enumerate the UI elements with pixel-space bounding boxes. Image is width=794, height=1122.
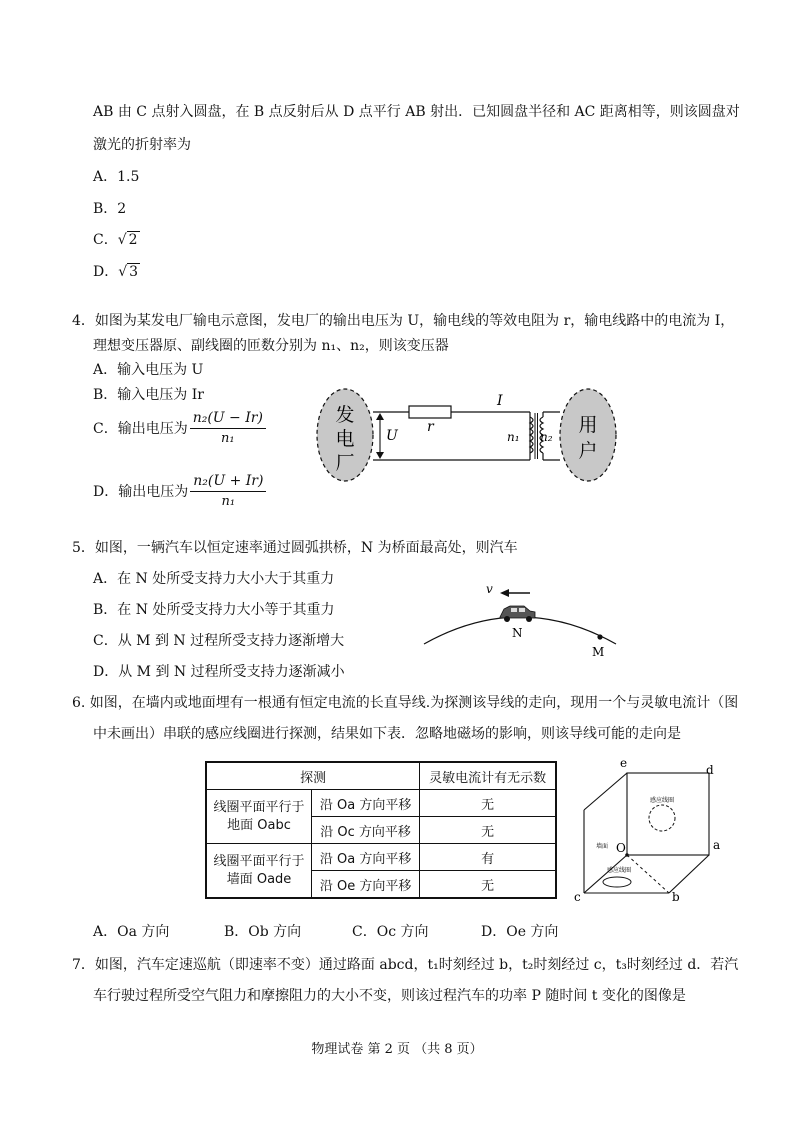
- q5-option-c: C．从 M 到 N 过程所受支持力逐渐增大: [93, 633, 345, 649]
- floor-coil: [603, 877, 631, 887]
- q6-line1: 6. 如图，在墙内或地面埋有一根通有恒定电流的长直导线.为探测该导线的走向，现用一个与灵敏电流计（图: [72, 695, 739, 711]
- resistor-r: [409, 406, 451, 418]
- wall-coil: [649, 805, 675, 831]
- transmission-diagram: [312, 385, 622, 485]
- sqrt-symbol: √ 3: [118, 264, 139, 280]
- table-row-move: 沿 Oe 方向平移: [312, 871, 420, 899]
- fraction-numerator: n₂(U − Ir): [190, 410, 266, 429]
- label-v: v: [486, 582, 493, 596]
- q4-option-d-fraction: [190, 473, 266, 509]
- q3-line2: 激光的折射率为: [93, 137, 191, 153]
- q4-option-d-prefix: D．输出电压为: [93, 484, 189, 500]
- table-group-wall: 线圈平面平行于墙面 Oade: [206, 844, 312, 899]
- q4-line1: 4．如图为某发电厂输电示意图，发电厂的输出电压为 U，输电线的等效电阻为 r，输电线路中的电流为 I，: [72, 313, 735, 329]
- label-O: O: [616, 841, 626, 855]
- table-row-result: 无: [420, 817, 556, 844]
- plant-char-2: 电: [335, 428, 355, 450]
- label-M: M: [592, 645, 605, 659]
- label-I: I: [497, 393, 503, 409]
- label-N: N: [512, 626, 523, 640]
- q6-option-d: D．Oe 方向: [481, 924, 559, 940]
- q3-line1: AB 由 C 点射入圆盘，在 B 点反射后从 D 点平行 AB 射出．已知圆盘半径和 AC 距离相等，则该圆盘对: [93, 104, 740, 120]
- diagonal-Ob: [627, 855, 669, 893]
- q5-option-a: A．在 N 处所受支持力大小大于其重力: [93, 571, 335, 587]
- point-M: [597, 634, 602, 639]
- fraction-denominator: n₁: [221, 494, 236, 509]
- q6-line2: 中未画出）串联的感应线圈进行探测，结果如下表．忽略地磁场的影响，则该导线可能的走向是: [93, 726, 681, 742]
- table-row-result: 有: [420, 844, 556, 871]
- label-c: c: [574, 890, 581, 904]
- label-r: r: [427, 419, 434, 435]
- q7-line1: 7．如图，汽车定速巡航（即速率不变）通过路面 abcd，t₁时刻经过 b，t₂时刻经过 c，t₃时刻经过 d．若汽: [72, 957, 739, 973]
- car-icon: [500, 606, 535, 622]
- fraction-numerator: n₂(U + Ir): [190, 473, 266, 492]
- label-U: U: [386, 428, 398, 444]
- cube-diagram: [570, 758, 730, 908]
- q4-option-a: A．输入电压为 U: [93, 362, 204, 378]
- q5-stem: 5．如图，一辆汽车以恒定速率通过圆弧拱桥，N 为桥面最高处，则汽车: [72, 540, 518, 556]
- q3-option-b: B．2: [93, 201, 127, 217]
- q3-option-c: [93, 229, 140, 249]
- table-row-result: 无: [420, 790, 556, 817]
- plant-char-3: 厂: [335, 452, 355, 474]
- q4-option-b: B．输入电压为 Ir: [93, 387, 204, 403]
- table-header-result: 灵敏电流计有无示数: [420, 762, 556, 790]
- fraction-denominator: n₁: [221, 431, 235, 446]
- probe-table: [205, 761, 557, 899]
- arch-bridge-diagram: [420, 580, 620, 665]
- q4-option-c-prefix: C．输出电压为: [93, 421, 188, 437]
- label-a: a: [713, 838, 721, 852]
- q4-option-c-fraction: [190, 410, 266, 446]
- q7-line2: 车行驶过程所受空气阻力和摩擦阻力的大小不变，则该过程汽车的功率 P 随时间 t 变化的图像是: [93, 988, 686, 1004]
- q4-option-d: [93, 473, 266, 509]
- wall-coil-label: 感应线圈: [650, 797, 675, 804]
- label-n2: n₂: [540, 430, 553, 444]
- label-n1: n₁: [507, 430, 520, 444]
- q4-option-c: [93, 410, 266, 446]
- q3-option-a: A．1.5: [93, 169, 140, 185]
- table-row-move: 沿 Oc 方向平移: [312, 817, 420, 844]
- q3-option-d: [93, 261, 140, 281]
- table-header-probe: 探测: [206, 762, 420, 790]
- table-row-move: 沿 Oa 方向平移: [312, 790, 420, 817]
- primary-coil: [530, 417, 533, 453]
- q5-option-d: D．从 M 到 N 过程所受支持力逐渐减小: [93, 664, 345, 680]
- q6-option-c: C．Oc 方向: [352, 924, 429, 940]
- user-char-2: 户: [578, 440, 598, 462]
- page-footer: 物理试卷 第 2 页 （共 8 页）: [311, 1042, 483, 1057]
- q3-option-d-radicand: 3: [129, 264, 139, 280]
- table-row-result: 无: [420, 871, 556, 899]
- label-b: b: [672, 890, 680, 904]
- wall-face: [627, 773, 709, 855]
- q6-option-b: B．Ob 方向: [224, 924, 302, 940]
- plant-char-1: 发: [335, 404, 355, 426]
- table-group-floor: 线圈平面平行于地面 Oabc: [206, 790, 312, 844]
- table-row-move: 沿 Oa 方向平移: [312, 844, 420, 871]
- sqrt-symbol: √ 2: [117, 232, 138, 248]
- q3-option-c-radicand: 2: [128, 232, 138, 248]
- label-d: d: [706, 763, 714, 777]
- q5-option-b: B．在 N 处所受支持力大小等于其重力: [93, 602, 335, 618]
- floor-coil-label: 感应线圈: [607, 867, 632, 874]
- q3-option-c-prefix: C．: [93, 232, 118, 248]
- q4-line2: 理想变压器原、副线圈的匝数分别为 n₁、n₂，则该变压器: [93, 338, 449, 354]
- q3-option-d-prefix: D．: [93, 264, 119, 280]
- q6-option-a: A．Oa 方向: [93, 924, 170, 940]
- user-char-1: 用: [578, 414, 598, 436]
- wall-label: 墙面: [596, 843, 609, 850]
- label-e: e: [620, 758, 628, 770]
